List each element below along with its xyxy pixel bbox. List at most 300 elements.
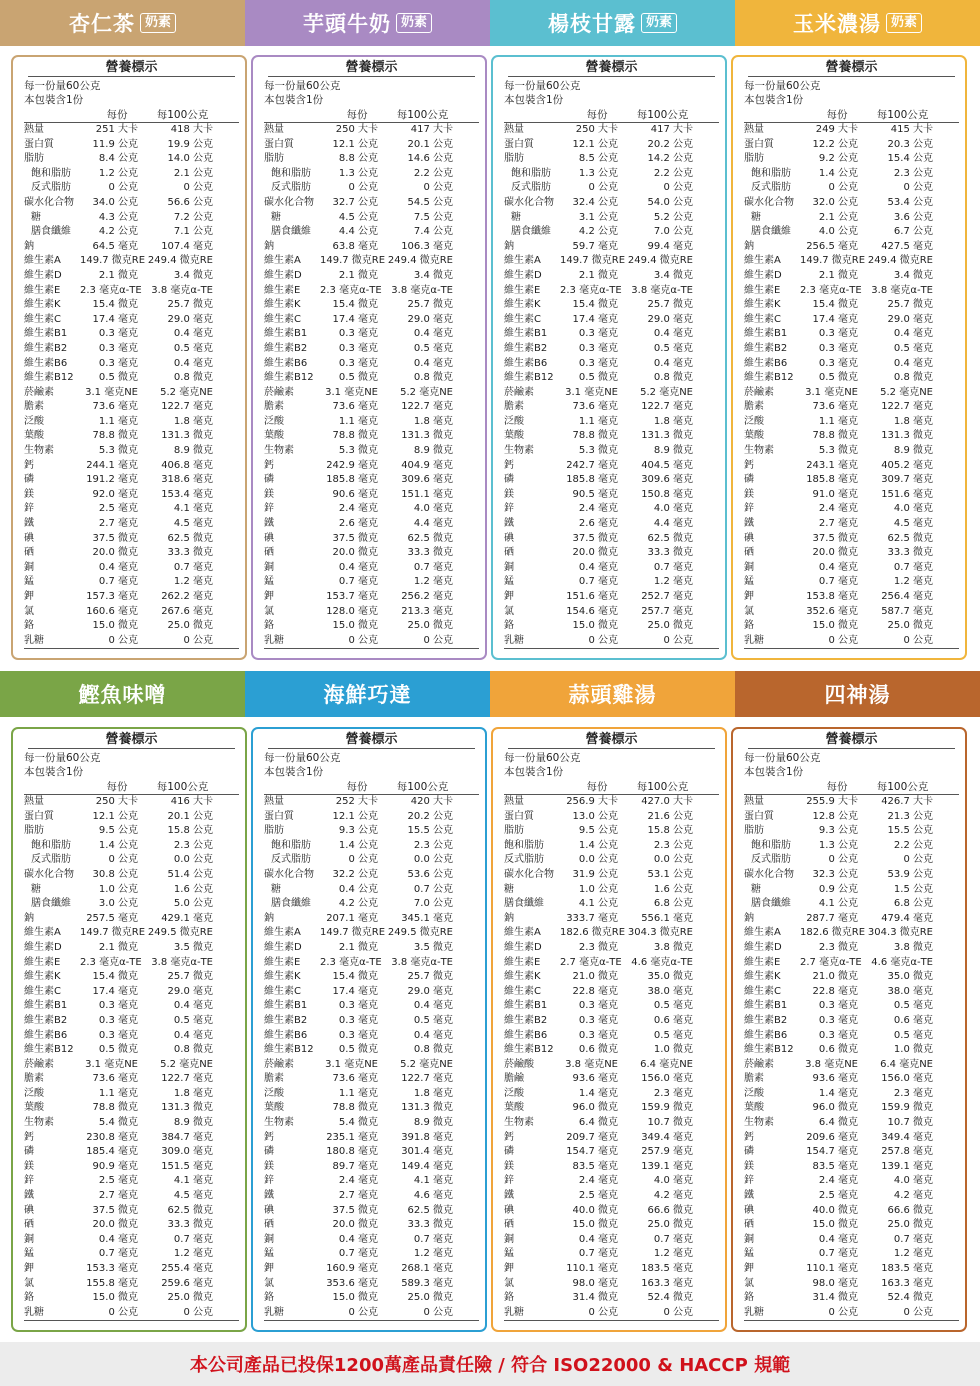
per-serving-value: 64.5 毫克 <box>92 240 138 252</box>
per-serving-value: 0.3 毫克 <box>98 1029 138 1041</box>
nutrition-panel <box>731 727 967 1332</box>
nutrient-row <box>744 1291 959 1306</box>
nutrient-name: 碳水化合物 <box>744 196 794 208</box>
servings-per-package: 本包裝含1份 <box>24 94 84 106</box>
per-serving-value: 78.8 微克 <box>572 430 618 442</box>
per-100g-value: 0 公克 <box>903 182 933 194</box>
per-100g-value: 7.2 公克 <box>173 211 213 223</box>
per-serving-value: 78.8 微克 <box>332 1102 378 1114</box>
per-100g-value: 0.8 微克 <box>173 372 213 384</box>
panel-title: 營養標示 <box>748 60 955 77</box>
nutrient-name: 泛酸 <box>24 415 44 427</box>
nutrient-name: 維生素B1 <box>504 328 548 340</box>
nutrient-name: 維生素C <box>504 313 541 325</box>
per-100g-value: 4.0 毫克 <box>893 1175 933 1187</box>
per-100g-value: 0 公克 <box>423 634 453 646</box>
per-100g-value: 5.2 毫克NE <box>400 1058 453 1070</box>
nutrient-name: 維生素K <box>504 299 541 311</box>
nutrient-row <box>264 575 479 590</box>
nutrient-row <box>264 1160 479 1175</box>
per-serving-value: 40.0 微克 <box>572 1204 618 1216</box>
per-100g-value: 1.8 毫克 <box>413 1087 453 1099</box>
nutrient-name: 膽素 <box>744 401 764 413</box>
nutrient-name: 反式脂肪 <box>751 182 791 194</box>
nutrient-row <box>264 985 479 1000</box>
per-serving-value: 73.6 毫克 <box>332 1073 378 1085</box>
per-serving-value: 0.3 毫克 <box>578 1029 618 1041</box>
nutrient-name: 維生素B2 <box>24 1014 68 1026</box>
per-serving-value: 0 公克 <box>828 634 858 646</box>
per-100g-value: 5.2 毫克NE <box>400 386 453 398</box>
per-100g-value: 1.2 毫克 <box>173 576 213 588</box>
per-100g-value: 2.3 公克 <box>173 839 213 851</box>
per-serving-value: 20.0 微克 <box>332 1219 378 1231</box>
per-100g-value: 0.6 毫克 <box>893 1014 933 1026</box>
per-100g-value: 267.6 毫克 <box>161 605 213 617</box>
per-serving-value: 15.0 微克 <box>812 620 858 632</box>
nutrient-name: 脂肪 <box>24 153 44 165</box>
nutrient-name: 鐵 <box>504 518 514 530</box>
nutrient-name: 硒 <box>264 547 274 559</box>
nutrient-name: 碳水化合物 <box>504 196 554 208</box>
per-serving-value: 1.1 毫克 <box>338 415 378 427</box>
serving-size: 每一份量60公克 <box>744 80 821 92</box>
per-serving-value: 153.3 毫克 <box>86 1263 138 1274</box>
nutrient-name: 飽和脂肪 <box>504 839 544 851</box>
per-serving-value: 15.4 微克 <box>332 971 378 983</box>
per-serving-value: 4.2 公克 <box>338 898 378 910</box>
per-100g-value: 4.4 毫克 <box>413 518 453 530</box>
nutrient-name: 膽素 <box>504 401 524 413</box>
nutrient-name: 維生素C <box>264 313 301 325</box>
per-100g-value: 426.7 大卡 <box>881 796 933 807</box>
per-serving-value: 2.3 毫克α-TE <box>320 956 382 968</box>
nutrient-row <box>504 810 719 825</box>
nutrient-row <box>744 1247 959 1262</box>
nutrient-name: 飽和脂肪 <box>751 839 791 851</box>
per-serving-value: 0.3 毫克 <box>338 1014 378 1026</box>
nutrient-name: 熱量 <box>24 124 44 135</box>
per-serving-value: 3.1 毫克NE <box>85 1058 138 1070</box>
nutrient-row <box>264 561 479 576</box>
nutrient-row <box>24 926 239 941</box>
per-100g-value: 0 公克 <box>423 182 453 194</box>
nutrient-row <box>264 605 479 620</box>
per-100g-value: 0.8 微克 <box>413 372 453 384</box>
nutrient-name: 維生素B2 <box>504 342 548 354</box>
nutrient-row <box>264 970 479 985</box>
per-serving-value: 0.7 毫克 <box>338 576 378 588</box>
nutrient-name: 鋅 <box>744 1175 754 1187</box>
nutrient-row <box>264 1189 479 1204</box>
per-serving-value: 249 大卡 <box>815 124 858 135</box>
per-100g-value: 0.4 毫克 <box>413 357 453 369</box>
per-serving-value: 256.9 大卡 <box>566 796 618 807</box>
per-serving-value: 90.6 毫克 <box>332 488 378 500</box>
per-100g-value: 4.6 毫克 <box>413 1190 453 1202</box>
per-serving-value: 0.3 毫克 <box>98 328 138 340</box>
per-serving-value: 1.0 公克 <box>578 883 618 895</box>
per-serving-value: 15.0 微克 <box>812 1219 858 1231</box>
nutrient-name: 反式脂肪 <box>751 854 791 866</box>
per-100g-value: 309.6 毫克 <box>401 474 453 486</box>
nutrient-row <box>264 502 479 517</box>
per-100g-value: 29.0 毫克 <box>647 313 693 325</box>
per-serving-value: 1.3 公克 <box>338 167 378 179</box>
nutrient-name: 菸鹼素 <box>744 386 774 398</box>
nutrient-row <box>24 941 239 956</box>
nutrient-row <box>744 152 959 167</box>
per-100g-value: 2.3 公克 <box>413 839 453 851</box>
nutrient-name: 維生素B2 <box>264 1014 308 1026</box>
nutrient-name: 維生素A <box>744 927 781 939</box>
per-100g-value: 0.5 毫克 <box>173 342 213 354</box>
per-serving-value: 0.6 微克 <box>578 1044 618 1056</box>
per-100g-value: 309.0 毫克 <box>161 1146 213 1158</box>
per-100g-value: 3.4 微克 <box>893 269 933 281</box>
nutrient-row <box>24 1131 239 1146</box>
nutrient-name: 乳糖 <box>744 634 764 646</box>
per-100g-value: 2.2 公克 <box>893 839 933 851</box>
nutrient-name: 鐵 <box>24 518 34 530</box>
nutrient-name: 維生素A <box>504 927 541 939</box>
nutrient-name: 維生素A <box>744 255 781 267</box>
per-100g-value: 8.9 微克 <box>173 1117 213 1129</box>
nutrient-row <box>504 1189 719 1204</box>
per-serving-value: 2.5 毫克 <box>578 1190 618 1202</box>
per-100g-value: 384.7 毫克 <box>161 1131 213 1143</box>
per-100g-value: 0.0 公克 <box>173 854 213 866</box>
per-serving-value: 0 公克 <box>108 1306 138 1318</box>
nutrient-name: 碘 <box>744 532 754 544</box>
nutrient-row <box>24 415 239 430</box>
per-100g-value: 3.5 微克 <box>173 941 213 953</box>
nutrient-row <box>264 298 479 313</box>
nutrient-row <box>504 590 719 605</box>
nutrient-name: 維生素A <box>504 255 541 267</box>
per-serving-value: 0 公克 <box>348 854 378 866</box>
nutrient-name: 鐵 <box>744 518 754 530</box>
per-100g-value: 33.3 微克 <box>647 547 693 559</box>
per-100g-value: 149.4 毫克 <box>401 1160 453 1172</box>
nutrient-name: 菸鹼酸 <box>504 1058 534 1070</box>
nutrient-row <box>504 386 719 401</box>
nutrient-name: 鎂 <box>264 488 274 500</box>
nutrient-name: 生物素 <box>264 1117 294 1129</box>
per-100g-value: 163.3 毫克 <box>641 1277 693 1289</box>
product-name: 芋頭牛奶 <box>302 11 391 36</box>
per-serving-value: 149.7 微克RE <box>560 255 626 267</box>
panel-title: 營養標示 <box>508 732 715 749</box>
nutrient-row <box>744 590 959 605</box>
nutrient-name: 脂肪 <box>264 153 284 165</box>
nutrition-panel <box>251 727 487 1332</box>
nutrient-rows <box>264 795 479 1321</box>
nutrient-name: 氯 <box>264 605 274 617</box>
per-100g-value: 53.6 公克 <box>407 868 453 880</box>
nutrient-row <box>504 1014 719 1029</box>
nutrient-row <box>504 1160 719 1175</box>
nutrient-row <box>744 211 959 226</box>
per-serving-value: 209.7 毫克 <box>566 1131 618 1143</box>
per-serving-value: 110.1 毫克 <box>806 1263 858 1274</box>
nutrient-row <box>744 502 959 517</box>
column-header <box>744 109 959 123</box>
per-serving-value: 2.4 毫克 <box>578 1175 618 1187</box>
per-serving-value: 0.0 公克 <box>578 854 618 866</box>
nutrient-row <box>504 269 719 284</box>
nutrient-row <box>744 240 959 255</box>
vegetarian-tag: 奶素 <box>396 13 432 33</box>
per-100g-value: 20.2 公克 <box>647 138 693 150</box>
nutrient-row <box>264 1277 479 1292</box>
column-header <box>24 781 239 795</box>
nutrient-name: 鋅 <box>504 1175 514 1187</box>
nutrient-name: 熱量 <box>744 796 764 807</box>
per-100g-value: 8.9 微克 <box>893 445 933 457</box>
nutrient-name: 碳水化合物 <box>504 868 554 880</box>
nutrient-name: 反式脂肪 <box>271 854 311 866</box>
nutrient-name: 維生素B2 <box>744 342 788 354</box>
nutrient-row <box>264 196 479 211</box>
per-100g-value: 183.5 毫克 <box>641 1263 693 1274</box>
nutrient-name: 糖 <box>31 883 41 895</box>
nutrient-row <box>264 269 479 284</box>
nutrient-name: 鉀 <box>744 591 754 602</box>
per-100g-value: 131.3 微克 <box>401 430 453 442</box>
per-100g-value: 213.3 毫克 <box>401 605 453 617</box>
nutrient-row <box>744 561 959 576</box>
per-100g-value: 150.8 毫克 <box>641 488 693 500</box>
servings-per-package: 本包裝含1份 <box>504 94 564 106</box>
nutrient-row <box>24 1087 239 1102</box>
nutrient-name: 維生素B2 <box>264 342 308 354</box>
per-serving-value: 37.5 微克 <box>812 532 858 544</box>
per-100g-value: 257.7 毫克 <box>641 605 693 617</box>
per-100g-value: 3.4 微克 <box>653 269 693 281</box>
nutrient-row <box>744 1087 959 1102</box>
per-100g-value: 4.6 毫克α-TE <box>631 956 693 968</box>
nutrient-row <box>264 912 479 927</box>
per-100g-value: 163.3 毫克 <box>881 1277 933 1289</box>
per-100g-value: 5.2 毫克NE <box>160 386 213 398</box>
per-100g-value: 587.7 毫克 <box>881 605 933 617</box>
per-serving-value: 250 大卡 <box>95 796 138 807</box>
nutrition-panel <box>731 55 967 660</box>
nutrient-row <box>504 444 719 459</box>
nutrient-row <box>264 546 479 561</box>
per-serving-value: 1.3 公克 <box>578 167 618 179</box>
nutrient-rows <box>744 795 959 1321</box>
nutrient-row <box>264 1218 479 1233</box>
per-100g-value: 427.5 毫克 <box>881 240 933 252</box>
per-100g-value: 301.4 毫克 <box>401 1146 453 1158</box>
per-serving-value: 2.1 微克 <box>98 941 138 953</box>
per-serving-value: 17.4 毫克 <box>572 313 618 325</box>
per-100g-value: 3.8 微克 <box>653 941 693 953</box>
nutrient-name: 維生素K <box>264 971 301 983</box>
nutrient-row <box>504 327 719 342</box>
nutrient-name: 硒 <box>24 547 34 559</box>
per-serving-value: 0.5 微克 <box>578 372 618 384</box>
nutrient-row <box>744 926 959 941</box>
per-100g-value: 417 大卡 <box>650 124 693 135</box>
nutrient-row <box>504 868 719 883</box>
per-100g-value: 309.6 毫克 <box>641 474 693 486</box>
nutrient-rows <box>744 123 959 649</box>
serving-size: 每一份量60公克 <box>24 80 101 92</box>
nutrition-panel <box>11 727 247 1332</box>
nutrient-row <box>264 371 479 386</box>
nutrient-row <box>264 473 479 488</box>
nutrient-name: 生物素 <box>504 445 534 457</box>
nutrient-row <box>24 269 239 284</box>
per-100g-value: 35.0 微克 <box>887 971 933 983</box>
nutrient-row <box>264 327 479 342</box>
per-100g-value: 349.4 毫克 <box>881 1131 933 1143</box>
per-100g-value: 1.2 毫克 <box>653 576 693 588</box>
per-serving-value: 2.5 毫克 <box>818 1190 858 1202</box>
nutrient-name: 菸鹼素 <box>24 386 54 398</box>
nutrient-row <box>24 1014 239 1029</box>
per-serving-value: 93.6 毫克 <box>572 1073 618 1085</box>
per-serving-value: 256.5 毫克 <box>806 240 858 252</box>
product-name: 楊枝甘露 <box>547 11 636 36</box>
per-100g-value: 15.4 公克 <box>887 153 933 165</box>
nutrient-name: 鋅 <box>24 1175 34 1187</box>
nutrient-row <box>264 1291 479 1306</box>
nutrient-row <box>504 181 719 196</box>
per-100g-value: 52.4 微克 <box>647 1292 693 1304</box>
nutrient-name: 反式脂肪 <box>504 854 544 866</box>
nutrient-row <box>24 532 239 547</box>
per-serving-value: 78.8 微克 <box>92 430 138 442</box>
nutrient-row <box>744 1072 959 1087</box>
nutrient-name: 乳糖 <box>264 634 284 646</box>
per-100g-value: 25.7 微克 <box>407 971 453 983</box>
nutrient-row <box>744 1043 959 1058</box>
nutrient-row <box>24 795 239 810</box>
per-serving-value: 230.8 毫克 <box>86 1131 138 1143</box>
per-serving-value: 15.4 微克 <box>92 299 138 311</box>
per-serving-value: 0 公克 <box>108 854 138 866</box>
nutrient-name: 維生素B12 <box>264 372 314 384</box>
nutrient-name: 維生素E <box>504 284 541 296</box>
nutrient-row <box>744 810 959 825</box>
per-serving-value: 83.5 毫克 <box>572 1160 618 1172</box>
per-100g-value: 4.0 毫克 <box>653 503 693 515</box>
nutrient-row <box>504 196 719 211</box>
per-100g-value: 0.7 毫克 <box>413 1233 453 1245</box>
nutrient-name: 維生素B2 <box>24 342 68 354</box>
per-100g-value: 418 大卡 <box>170 124 213 135</box>
nutrient-row <box>24 839 239 854</box>
per-serving-value: 287.7 毫克 <box>806 912 858 924</box>
nutrient-row <box>744 327 959 342</box>
per-serving-value: 2.6 毫克 <box>578 518 618 530</box>
nutrient-row <box>504 1058 719 1073</box>
per-100g-value: 0 公克 <box>423 1306 453 1318</box>
nutrient-name: 膳食纖維 <box>31 898 71 910</box>
per-serving-value: 0 公克 <box>348 182 378 194</box>
nutrient-row <box>24 546 239 561</box>
nutrient-row <box>264 415 479 430</box>
col-per-serving: 每份 <box>346 109 368 121</box>
nutrient-row <box>744 342 959 357</box>
per-100g-value: 25.0 微克 <box>167 620 213 632</box>
per-100g-value: 20.1 公克 <box>407 138 453 150</box>
per-100g-value: 429.1 毫克 <box>161 912 213 924</box>
per-100g-value: 56.6 公克 <box>167 196 213 208</box>
nutrient-name: 乳糖 <box>24 634 44 646</box>
per-serving-value: 250 大卡 <box>335 124 378 135</box>
nutrient-name: 葉酸 <box>504 430 524 442</box>
nutrient-name: 維生素E <box>264 284 301 296</box>
per-serving-value: 96.0 微克 <box>812 1102 858 1114</box>
per-100g-value: 62.5 微克 <box>407 1204 453 1216</box>
nutrient-row <box>744 1233 959 1248</box>
nutrient-row <box>264 810 479 825</box>
product-name: 海鮮巧達 <box>323 682 412 707</box>
nutrient-row <box>504 1174 719 1189</box>
nutrient-row <box>504 985 719 1000</box>
panel-title: 營養標示 <box>748 732 955 749</box>
per-100g-value: 29.0 毫克 <box>167 985 213 997</box>
nutrient-row <box>264 400 479 415</box>
per-100g-value: 0.4 毫克 <box>413 1029 453 1041</box>
per-100g-value: 122.7 毫克 <box>881 401 933 413</box>
nutrient-name: 糖 <box>31 211 41 223</box>
per-serving-value: 0 公克 <box>828 854 858 866</box>
per-100g-value: 0.5 毫克 <box>893 342 933 354</box>
nutrient-name: 碘 <box>24 1204 34 1216</box>
per-serving-value: 15.0 微克 <box>572 620 618 632</box>
per-serving-value: 0.3 毫克 <box>578 357 618 369</box>
per-100g-value: 7.1 公克 <box>173 226 213 238</box>
per-serving-value: 2.7 毫克α-TE <box>800 956 862 968</box>
per-100g-value: 131.3 微克 <box>641 430 693 442</box>
nutrient-row <box>744 488 959 503</box>
banner-top <box>0 0 980 46</box>
per-100g-value: 0.8 微克 <box>413 1044 453 1056</box>
per-serving-value: 244.1 毫克 <box>86 459 138 471</box>
panel-title: 營養標示 <box>268 732 475 749</box>
nutrient-row <box>264 181 479 196</box>
per-serving-value: 128.0 毫克 <box>326 605 378 617</box>
nutrient-name: 錳 <box>24 1248 34 1260</box>
per-serving-value: 5.3 微克 <box>98 445 138 457</box>
per-serving-value: 92.0 毫克 <box>92 488 138 500</box>
nutrient-row <box>24 619 239 634</box>
per-serving-value: 2.1 微克 <box>338 269 378 281</box>
nutrient-name: 維生素A <box>24 255 61 267</box>
nutrient-row <box>24 254 239 269</box>
per-100g-value: 1.8 毫克 <box>653 415 693 427</box>
per-100g-value: 5.0 公克 <box>173 898 213 910</box>
per-100g-value: 33.3 微克 <box>887 547 933 559</box>
per-100g-value: 3.8 毫克α-TE <box>151 956 213 968</box>
nutrient-row <box>504 1029 719 1044</box>
per-100g-value: 249.4 微克RE <box>387 255 453 267</box>
nutrient-row <box>504 240 719 255</box>
nutrient-name: 菸鹼素 <box>504 386 534 398</box>
per-100g-value: 38.0 毫克 <box>887 985 933 997</box>
per-100g-value: 0 公克 <box>183 182 213 194</box>
col-per-100g: 每100公克 <box>396 109 449 121</box>
nutrient-name: 鎂 <box>504 1160 514 1172</box>
per-serving-value: 2.3 毫克α-TE <box>800 284 862 296</box>
per-serving-value: 182.6 微克RE <box>560 927 626 939</box>
